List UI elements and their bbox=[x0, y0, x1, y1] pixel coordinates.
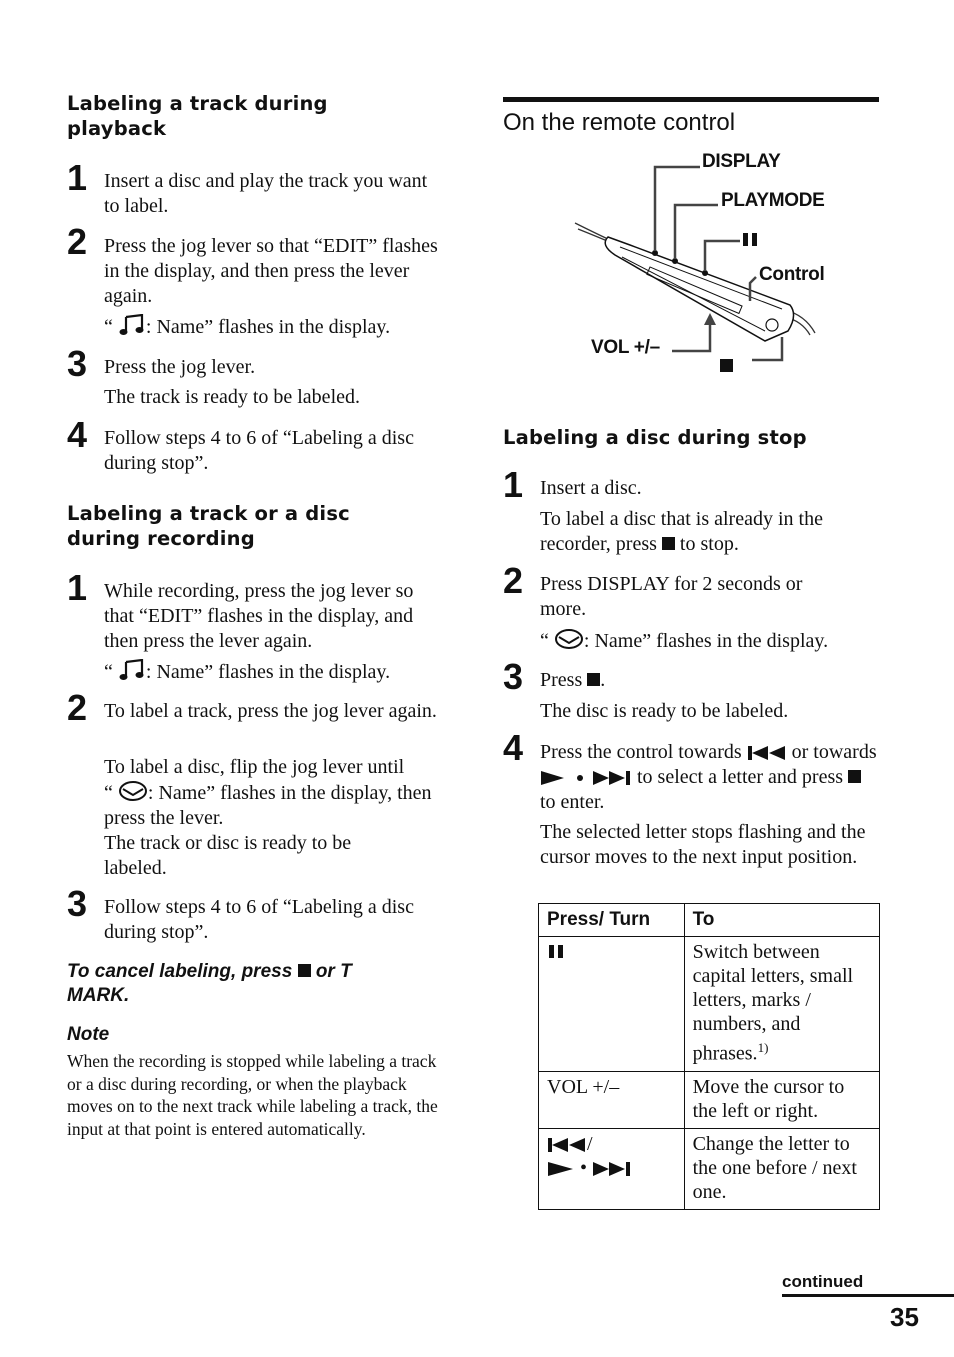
footer-rule bbox=[782, 1294, 954, 1297]
step-number: 2 bbox=[503, 560, 524, 601]
sub-line: The track or disc is ready to be labeled. bbox=[104, 832, 352, 879]
step-subtext: The track is ready to be labeled. bbox=[104, 386, 360, 408]
cancel-instruction bbox=[67, 960, 407, 1008]
footnote-marker: 1) bbox=[757, 1040, 769, 1055]
step-text: While recording, press the jog lever so that “EDIT” flashes in the display, and then press the lever again. bbox=[104, 580, 414, 652]
table-header: To bbox=[684, 904, 879, 937]
step-text: Follow steps 4 to 6 of “Labeling a disc during stop”. bbox=[104, 896, 414, 943]
table-cell-key bbox=[539, 937, 685, 1072]
pause-icon bbox=[743, 233, 748, 246]
remote-section-title: On the remote control bbox=[503, 109, 736, 136]
step-text: Press DISPLAY for 2 seconds or more. bbox=[540, 573, 803, 620]
step-text bbox=[540, 740, 880, 815]
step-text: Press the jog lever. bbox=[104, 356, 256, 378]
name-flash-text: : Name” flashes in the display. bbox=[145, 316, 391, 338]
disc-icon bbox=[118, 780, 148, 802]
table-row bbox=[539, 1128, 880, 1209]
cancel-text-tail: or T MARK. bbox=[67, 961, 352, 1006]
step-number: 3 bbox=[67, 343, 88, 384]
table-header: Press/ Turn bbox=[539, 904, 685, 937]
section-rule bbox=[503, 97, 879, 102]
sub-text-tail: to stop. bbox=[679, 533, 739, 555]
play-next-track-icon bbox=[540, 770, 632, 786]
sub-text: To label a disc that is already in the recorder, press bbox=[540, 508, 823, 555]
step-text: Follow steps 4 to 6 of “Labeling a disc during stop”. bbox=[104, 427, 414, 474]
name-flash-text: : Name” flashes in the display. bbox=[583, 630, 829, 652]
section-heading-track-playback: Labeling a track during playback bbox=[67, 92, 328, 140]
step-text-part: to enter. bbox=[540, 791, 605, 813]
cancel-text: To cancel labeling, press bbox=[67, 961, 293, 982]
step-text-part: . bbox=[600, 669, 606, 691]
stop-icon bbox=[587, 673, 600, 686]
next-track-icon bbox=[592, 1161, 632, 1177]
sub-line-with-icon bbox=[104, 780, 449, 831]
command-table bbox=[538, 903, 880, 1210]
section-heading-disc-stop: Labeling a disc during stop bbox=[503, 426, 807, 449]
step-number: 1 bbox=[503, 464, 524, 505]
step-subtext bbox=[104, 314, 444, 340]
note-title: Note bbox=[67, 1024, 110, 1045]
step-text-part: Press bbox=[540, 669, 583, 691]
table-cell-key: VOL +/– bbox=[539, 1071, 685, 1128]
stop-icon bbox=[848, 770, 861, 783]
step-text: Insert a disc and play the track you want to label. bbox=[104, 170, 428, 217]
display-label: DISPLAY bbox=[702, 151, 781, 172]
step-subtext bbox=[104, 659, 444, 685]
step-number: 3 bbox=[503, 656, 524, 697]
step-text-part: Press the control towards bbox=[540, 741, 742, 763]
disc-icon bbox=[554, 628, 584, 650]
table-row bbox=[539, 937, 880, 1072]
step-text-part: or towards bbox=[791, 741, 877, 763]
step-text: To label a track, press the jog lever again. bbox=[104, 700, 437, 722]
quote-mark: “ bbox=[540, 630, 549, 652]
cell-text: Switch between capital letters, small letters, marks / numbers, and phrases. bbox=[692, 941, 854, 1065]
pause-icon bbox=[547, 944, 567, 960]
name-flash-text: : Name” flashes in the display. bbox=[145, 661, 391, 683]
step-text bbox=[540, 668, 840, 693]
vol-label: VOL +/– bbox=[591, 337, 660, 358]
key-separator: / bbox=[587, 1132, 593, 1155]
music-note-icon bbox=[118, 314, 146, 336]
table-cell-key bbox=[539, 1128, 685, 1209]
quote-mark: “ bbox=[104, 316, 113, 338]
stop-icon bbox=[662, 537, 675, 550]
key-line bbox=[547, 1132, 676, 1156]
step-subtext: The selected letter stops flashing and the cursor moves to the next input position. bbox=[540, 821, 866, 868]
key-dot: • bbox=[580, 1156, 588, 1179]
continued-label: continued bbox=[782, 1272, 864, 1291]
step-number: 1 bbox=[67, 567, 88, 608]
previous-track-icon bbox=[747, 745, 787, 761]
step-number: 4 bbox=[503, 727, 524, 768]
table-cell-value: Change the letter to the one before / next one. bbox=[684, 1128, 879, 1209]
step-number: 1 bbox=[67, 157, 88, 198]
note-body: When the recording is stopped while labeling a track or a disc during recording, or when the playback moves on to the next track while labeling a track, the input at that point is entered automatically. bbox=[67, 1051, 438, 1139]
table-cell-value bbox=[684, 937, 879, 1072]
stop-icon bbox=[720, 359, 733, 372]
step-number: 2 bbox=[67, 687, 88, 728]
step-text-part: to select a letter and press bbox=[637, 766, 844, 788]
playmode-label: PLAYMODE bbox=[721, 190, 825, 211]
play-icon bbox=[547, 1161, 575, 1177]
step-subtext: The disc is ready to be labeled. bbox=[540, 700, 789, 722]
page-number: 35 bbox=[890, 1302, 919, 1332]
stop-icon bbox=[298, 964, 311, 977]
quote-mark: “ bbox=[104, 782, 113, 804]
previous-track-icon bbox=[547, 1137, 587, 1153]
table-cell-value: Move the cursor to the left or right. bbox=[684, 1071, 879, 1128]
music-note-icon bbox=[118, 659, 146, 681]
step-subtext bbox=[540, 628, 880, 654]
step-subtext bbox=[540, 507, 875, 557]
table-row bbox=[539, 1071, 880, 1128]
sub-line: To label a disc, flip the jog lever until bbox=[104, 756, 405, 778]
name-flash-text: : Name” flashes in the display, then press the lever. bbox=[104, 782, 432, 829]
table-header-row bbox=[539, 904, 880, 937]
quote-mark: “ bbox=[104, 661, 113, 683]
section-heading-track-recording: Labeling a track or a disc during recording bbox=[67, 502, 350, 550]
key-line bbox=[547, 1156, 676, 1180]
step-number: 4 bbox=[67, 414, 88, 455]
step-subtext bbox=[104, 755, 449, 881]
step-text: Press the jog lever so that “EDIT” flashes in the display, and then press the lever again. bbox=[104, 235, 438, 307]
step-text: Insert a disc. bbox=[540, 477, 642, 499]
control-label: Control bbox=[759, 264, 825, 285]
step-number: 3 bbox=[67, 883, 88, 924]
step-number: 2 bbox=[67, 221, 88, 262]
